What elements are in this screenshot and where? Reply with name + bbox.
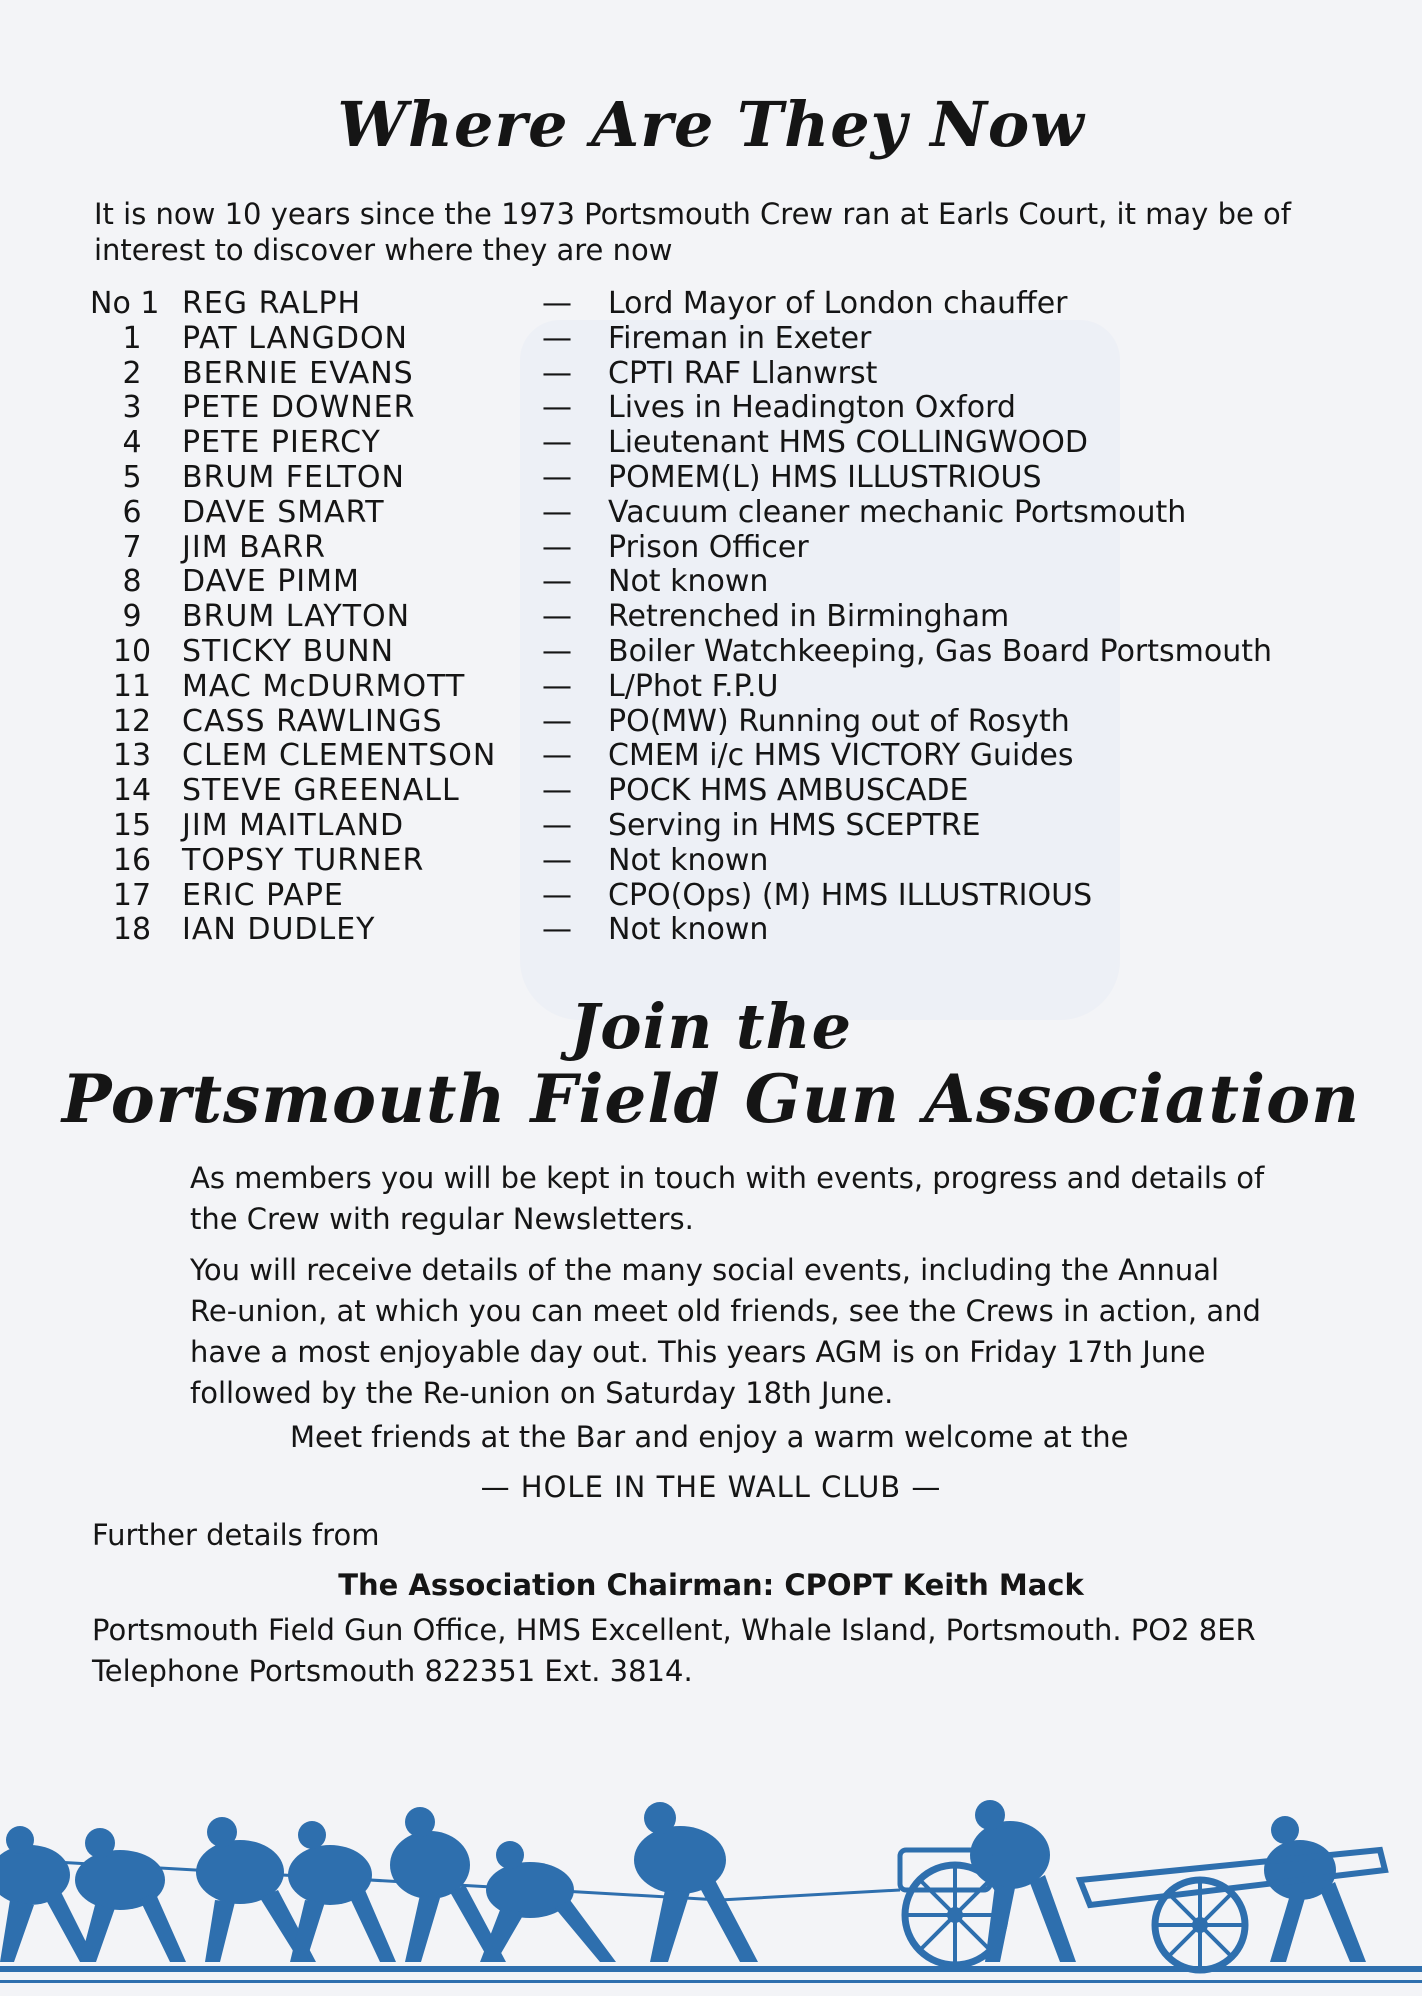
- telephone-line: Telephone Portsmouth 822351 Ext. 3814.: [92, 1654, 693, 1688]
- crew-whereabouts: POCK HMS AMBUSCADE: [608, 773, 969, 809]
- crew-number: 14: [112, 773, 152, 809]
- crew-number: 3: [122, 390, 142, 426]
- crew-name: STICKY BUNN: [182, 633, 395, 669]
- separator-dash: —: [542, 320, 572, 356]
- crew-row: [90, 913, 1340, 948]
- crew-whereabouts: POMEM(L) HMS ILLUSTRIOUS: [608, 459, 1042, 495]
- crew-list: [90, 287, 1340, 948]
- crew-row: [90, 531, 1340, 566]
- crew-whereabouts: Not known: [608, 564, 769, 600]
- crew-whereabouts: PO(MW) Running out of Rosyth: [608, 703, 1070, 739]
- page-title: Where Are They Now: [337, 88, 1085, 161]
- separator-dash: —: [542, 703, 572, 739]
- intro-text: It is now 10 years since the 1973 Portsmouth Crew ran at Earls Court, it may be of interest to discover where they are now: [94, 197, 1291, 267]
- further-details-label: Further details from: [92, 1518, 380, 1552]
- crew-row: [90, 809, 1340, 844]
- crew-name: BRUM FELTON: [182, 459, 405, 495]
- crew-number: No 1: [90, 286, 160, 321]
- crew-whereabouts: Retrenched in Birmingham: [608, 599, 1010, 635]
- crew-whereabouts: CMEM i/c HMS VICTORY Guides: [608, 738, 1074, 774]
- crew-number: 10: [112, 633, 152, 669]
- separator-dash: —: [542, 668, 572, 704]
- crew-whereabouts: L/Phot F.P.U: [608, 668, 779, 704]
- crew-number: 12: [112, 703, 152, 739]
- crew-name: DAVE PIMM: [182, 564, 360, 600]
- separator-dash: —: [542, 877, 572, 913]
- crew-name: REG RALPH: [182, 286, 362, 321]
- crew-whereabouts: CPTI RAF Llanwrst: [608, 355, 878, 391]
- crew-row: [90, 496, 1340, 531]
- association-title-line1: Join the: [569, 990, 853, 1063]
- crew-whereabouts: Not known: [608, 842, 769, 878]
- crew-number: 1: [122, 320, 142, 356]
- crew-whereabouts: CPO(Ops) (M) HMS ILLUSTRIOUS: [608, 877, 1093, 913]
- separator-dash: —: [542, 529, 572, 565]
- crew-name: ERIC PAPE: [182, 877, 344, 913]
- separator-dash: —: [542, 633, 572, 669]
- contact-block: [92, 1610, 1256, 1692]
- crew-name: IAN DUDLEY: [182, 912, 376, 948]
- crew-whereabouts: Vacuum cleaner mechanic Portsmouth: [608, 494, 1187, 530]
- field-gun-crew-illustration: [0, 1740, 1422, 1996]
- separator-dash: —: [542, 425, 572, 461]
- crew-row: [90, 322, 1340, 357]
- separator-dash: —: [542, 390, 572, 426]
- crew-number: 8: [122, 564, 142, 600]
- club-name: — HOLE IN THE WALL CLUB —: [480, 1470, 942, 1504]
- crew-row: [90, 879, 1340, 914]
- separator-dash: —: [542, 355, 572, 391]
- events-paragraph: You will receive details of the many social events, including the Annual Re-union, at which you can meet old friends, see the Crews in action, and have a most enjoyable day out. This years AGM is on Friday 17th June followed by the Re-union on Saturday 18th June.: [190, 1253, 1261, 1410]
- crew-number: 7: [122, 529, 142, 565]
- crew-row: [90, 774, 1340, 809]
- membership-paragraph: As members you will be kept in touch with events, progress and details of the Crew with regular Newsletters.: [190, 1161, 1265, 1236]
- crew-whereabouts: Lord Mayor of London chauffer: [608, 286, 1068, 321]
- association-title-line2: Portsmouth Field Gun Association: [61, 1060, 1361, 1138]
- crew-name: BERNIE EVANS: [182, 355, 414, 391]
- crew-name: CASS RAWLINGS: [182, 703, 443, 739]
- separator-dash: —: [542, 494, 572, 530]
- crew-row: [90, 635, 1340, 670]
- crew-name: PETE PIERCY: [182, 425, 381, 461]
- crew-row: [90, 287, 1340, 322]
- crew-row: [90, 600, 1340, 635]
- crew-row: [90, 426, 1340, 461]
- separator-dash: —: [542, 599, 572, 635]
- crew-row: [90, 391, 1340, 426]
- crew-name: DAVE SMART: [182, 494, 385, 530]
- crew-number: 4: [122, 425, 142, 461]
- crew-row: [90, 357, 1340, 392]
- separator-dash: —: [542, 807, 572, 843]
- chairman-line: The Association Chairman: CPOPT Keith Mack: [338, 1568, 1084, 1602]
- separator-dash: —: [542, 773, 572, 809]
- separator-dash: —: [542, 286, 572, 321]
- separator-dash: —: [542, 912, 572, 948]
- crew-number: 5: [122, 459, 142, 495]
- crew-whereabouts: Prison Officer: [608, 529, 809, 565]
- crew-number: 15: [112, 807, 152, 843]
- crew-name: JIM BARR: [182, 529, 326, 565]
- crew-row: [90, 461, 1340, 496]
- crew-name: BRUM LAYTON: [182, 599, 411, 635]
- crew-whereabouts: Boiler Watchkeeping, Gas Board Portsmouth: [608, 633, 1273, 669]
- crew-number: 16: [112, 842, 152, 878]
- crew-number: 18: [112, 912, 152, 948]
- crew-number: 13: [112, 738, 152, 774]
- crew-number: 11: [112, 668, 152, 704]
- crew-whereabouts: Not known: [608, 912, 769, 948]
- crew-number: 6: [122, 494, 142, 530]
- separator-dash: —: [542, 738, 572, 774]
- crew-name: PAT LANGDON: [182, 320, 408, 356]
- crew-whereabouts: Serving in HMS SCEPTRE: [608, 807, 981, 843]
- separator-dash: —: [542, 564, 572, 600]
- welcome-text: Meet friends at the Bar and enjoy a warm welcome at the: [290, 1420, 1129, 1454]
- address-line: Portsmouth Field Gun Office, HMS Excellent, Whale Island, Portsmouth. PO2 8ER: [92, 1613, 1256, 1647]
- crew-whereabouts: Lieutenant HMS COLLINGWOOD: [608, 425, 1088, 461]
- crew-name: JIM MAITLAND: [182, 807, 405, 843]
- crew-row: [90, 565, 1340, 600]
- separator-dash: —: [542, 842, 572, 878]
- crew-number: 17: [112, 877, 152, 913]
- separator-dash: —: [542, 459, 572, 495]
- crew-name: TOPSY TURNER: [182, 842, 425, 878]
- crew-number: 9: [122, 599, 142, 635]
- crew-row: [90, 844, 1340, 879]
- crew-name: MAC McDURMOTT: [182, 668, 466, 704]
- crew-row: [90, 670, 1340, 705]
- crew-name: PETE DOWNER: [182, 390, 416, 426]
- crew-row: [90, 705, 1340, 740]
- crew-row: [90, 739, 1340, 774]
- crew-whereabouts: Lives in Headington Oxford: [608, 390, 1016, 426]
- crew-name: STEVE GREENALL: [182, 773, 460, 809]
- crew-number: 2: [122, 355, 142, 391]
- crew-name: CLEM CLEMENTSON: [182, 738, 497, 774]
- crew-whereabouts: Fireman in Exeter: [608, 320, 872, 356]
